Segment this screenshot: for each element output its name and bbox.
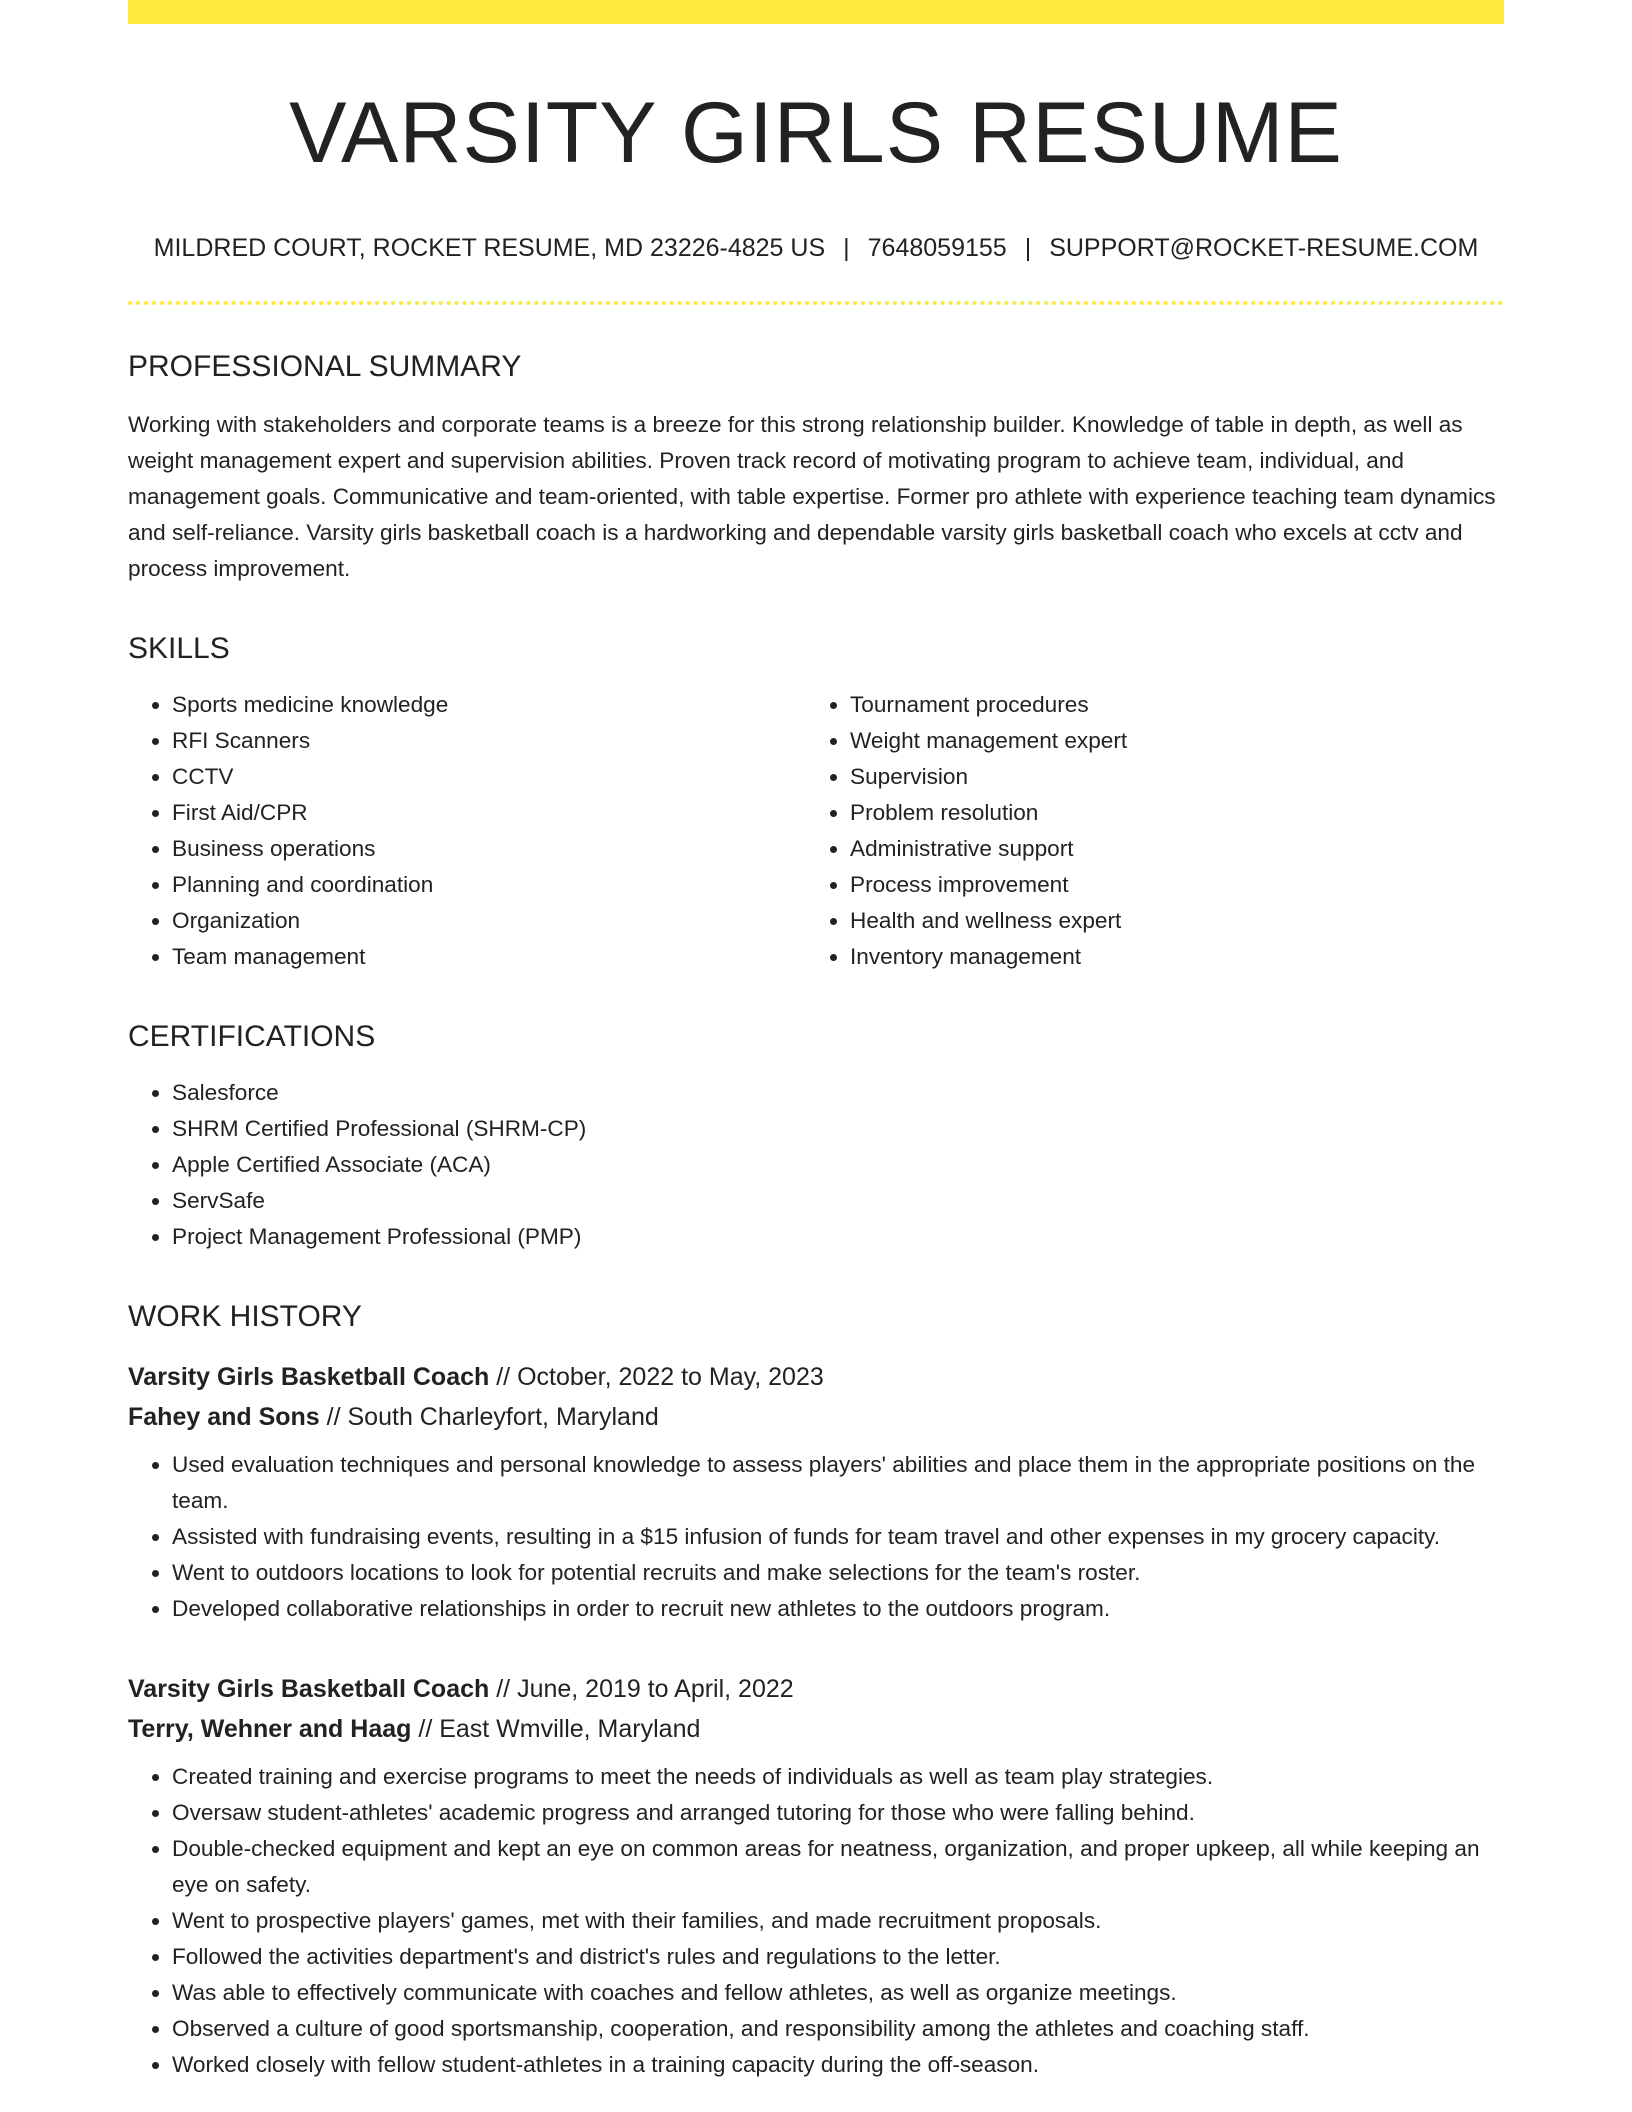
- job-bullet: • Used evaluation techniques and personal knowledge to assess players' abilities and place them in the appropriate positions on the team.: [172, 1447, 1504, 1519]
- job-entry: [128, 1357, 1504, 1627]
- job-title-line: [128, 1357, 1504, 1397]
- job-bullet: • Double-checked equipment and kept an eye on common areas for neatness, organization, and proper upkeep, all while keeping an eye on safety.: [172, 1831, 1504, 1903]
- certification-item: • Apple Certified Associate (ACA): [172, 1147, 1504, 1183]
- job-dates: // October, 2022 to May, 2023: [496, 1362, 824, 1391]
- job-bullet: • Created training and exercise programs to meet the needs of individuals as well as team play strategies.: [172, 1759, 1504, 1795]
- certifications-list: [128, 1075, 1504, 1255]
- job-bullet: • Went to prospective players' games, met with their families, and made recruitment proposals.: [172, 1903, 1504, 1939]
- job-location: // East Wmville, Maryland: [418, 1714, 701, 1743]
- skill-item: • RFI Scanners: [172, 723, 806, 759]
- job-bullet: • Was able to effectively communicate with coaches and fellow athletes, as well as organize meetings.: [172, 1975, 1504, 2011]
- summary-heading: PROFESSIONAL SUMMARY: [128, 349, 522, 383]
- resume-name: VARSITY GIRLS RESUME: [289, 85, 1343, 181]
- job-bullet: • Went to outdoors locations to look for potential recruits and make selections for the team's roster.: [172, 1555, 1504, 1591]
- work-history-section: [128, 1299, 1504, 2083]
- skill-item: • CCTV: [172, 759, 806, 795]
- job-bullet: • Followed the activities department's and district's rules and regulations to the letter.: [172, 1939, 1504, 1975]
- skills-heading: SKILLS: [128, 631, 230, 665]
- skill-item: • Supervision: [850, 759, 1484, 795]
- job-location: // South Charleyfort, Maryland: [326, 1402, 659, 1431]
- job-company-line: [128, 1397, 1504, 1437]
- certification-item: • Project Management Professional (PMP): [172, 1219, 1504, 1255]
- contact-line: [128, 233, 1504, 263]
- top-accent-bar: [128, 0, 1504, 24]
- skill-item: • Health and wellness expert: [850, 903, 1484, 939]
- certification-item: • SHRM Certified Professional (SHRM-CP): [172, 1111, 1504, 1147]
- skill-item: • Planning and coordination: [172, 867, 806, 903]
- work-history-heading: WORK HISTORY: [128, 1299, 362, 1333]
- skill-item: • Inventory management: [850, 939, 1484, 975]
- skill-item: • Problem resolution: [850, 795, 1484, 831]
- certification-item: • ServSafe: [172, 1183, 1504, 1219]
- job-role: Varsity Girls Basketball Coach: [128, 1362, 490, 1391]
- skill-item: • Team management: [172, 939, 806, 975]
- job-role: Varsity Girls Basketball Coach: [128, 1674, 490, 1703]
- contact-phone: 7648059155: [867, 233, 1007, 262]
- job-bullet-list: [128, 1447, 1504, 1627]
- dotted-divider: [128, 301, 1504, 305]
- contact-separator: |: [1024, 233, 1032, 262]
- skill-item: • Process improvement: [850, 867, 1484, 903]
- skills-column-right: [806, 687, 1484, 975]
- job-bullet: • Assisted with fundraising events, resulting in a $15 infusion of funds for team travel and other expenses in my grocery capacity.: [172, 1519, 1504, 1555]
- job-company: Fahey and Sons: [128, 1402, 320, 1431]
- job-title-line: [128, 1669, 1504, 1709]
- skills-section: [128, 631, 1504, 975]
- skill-item: • Administrative support: [850, 831, 1484, 867]
- job-bullet: • Worked closely with fellow student-athletes in a training capacity during the off-season.: [172, 2047, 1504, 2083]
- skills-grid: [128, 687, 1504, 975]
- job-dates: // June, 2019 to April, 2022: [496, 1674, 794, 1703]
- contact-address: MILDRED COURT, ROCKET RESUME, MD 23226-4825 US: [153, 233, 826, 262]
- job-entry: [128, 1669, 1504, 2083]
- skill-item: • Business operations: [172, 831, 806, 867]
- certifications-section: [128, 1019, 1504, 1255]
- certification-item: • Salesforce: [172, 1075, 1504, 1111]
- skill-item: • Tournament procedures: [850, 687, 1484, 723]
- job-bullet-list: [128, 1759, 1504, 2083]
- job-bullet: • Observed a culture of good sportsmanship, cooperation, and responsibility among the athletes and coaching staff.: [172, 2011, 1504, 2047]
- skill-item: • Sports medicine knowledge: [172, 687, 806, 723]
- job-bullet: • Oversaw student-athletes' academic progress and arranged tutoring for those who were falling behind.: [172, 1795, 1504, 1831]
- job-bullet: • Developed collaborative relationships in order to recruit new athletes to the outdoors program.: [172, 1591, 1504, 1627]
- job-company-line: [128, 1709, 1504, 1749]
- skills-list-right: [806, 687, 1484, 975]
- skills-list-left: [128, 687, 806, 975]
- certifications-heading: CERTIFICATIONS: [128, 1019, 376, 1053]
- skill-item: • Organization: [172, 903, 806, 939]
- resume-page: [128, 0, 1504, 2083]
- contact-separator: |: [843, 233, 850, 262]
- summary-section: [128, 349, 1504, 587]
- skill-item: • First Aid/CPR: [172, 795, 806, 831]
- summary-text: Working with stakeholders and corporate teams is a breeze for this strong relationship builder. Knowledge of table in depth, as well as weight management expert and supervision abilities. Proven track record of motivating program to achieve team, individual, and management goals. Communicative and team-oriented, with table expertise. Former pro athlete with experience teaching team dynamics and self-reliance. Varsity girls basketball coach is a hardworking and dependable varsity girls basketball coach who excels at cctv and process improvement.: [128, 411, 1496, 581]
- skill-item: • Weight management expert: [850, 723, 1484, 759]
- skills-column-left: [128, 687, 806, 975]
- job-company: Terry, Wehner and Haag: [128, 1714, 412, 1743]
- contact-email: SUPPORT@ROCKET-RESUME.COM: [1049, 233, 1479, 262]
